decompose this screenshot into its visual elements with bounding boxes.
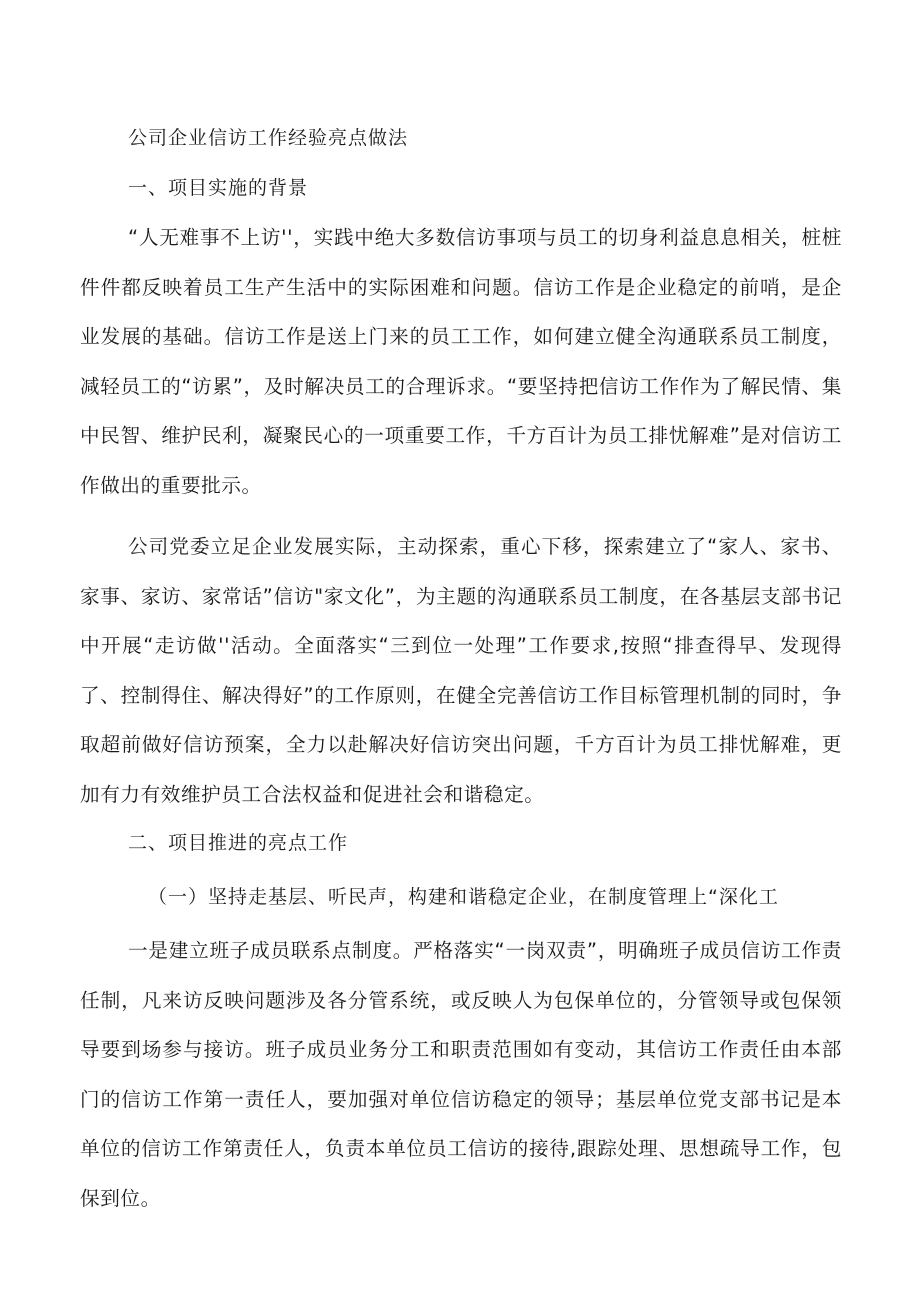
paragraph-highlights-1: 一是建立班子成员联系点制度。严格落实“一岗双责”，明确班子成员信访工作责任制，凡来访反映问题涉及各分管系统，或反映人为包保单位的，分管领导或包保领导要到场参与接访。班子成员业务分工和职责范围如有变动，其信访工作责任由本部门的信访工作第一责任人，要加强对单位信访稳定的领导；基层单位党支部书记是本单位的信访工作第责任人，负责本单位员工信访的接待,跟踪处理、思想疏导工作，包保到位。 bbox=[80, 939, 842, 1210]
paragraph-background-2: 公司党委立足企业发展实际，主动探索，重心下移，探索建立了“家人、家书、家事、家访、家常话”信访"家文化”，为主题的沟通联系员工制度，在各基层支部书记中开展“走访做''活动。全面落实“三到位一处理”工作要求,按照“排查得早、发现得了、控制得住、解决得好”的工作原则，在健全完善信访工作目标管理机制的同时，争取超前做好信访预案，全力以赴解决好信访突出问题，千方百计为员工排忧解难，更加有力有效维护员工合法权益和促进社会和谐稳定。 bbox=[80, 535, 842, 806]
document-title: 公司企业信访工作经验亮点做法 bbox=[128, 127, 409, 149]
subsection-heading-1: （一）坚持走基层、听民声，构建和谐稳定企业，在制度管理上“深化工 bbox=[148, 886, 779, 908]
section-heading-highlights: 二、项目推进的亮点工作 bbox=[128, 832, 349, 854]
paragraph-background-1: “人无难事不上访''，实践中绝大多数信访事项与员工的切身利益息息相关，桩桩件件都反映着员工生产生活中的实际困难和问题。信访工作是企业稳定的前哨，是企业发展的基础。信访工作是送上门来的员工工作，如何建立健全沟通联系员工制度，减轻员工的“访累”，及时解决员工的合理诉求。“要坚持把信访工作作为了解民情、集中民智、维护民利，凝聚民心的一项重要工作，千方百计为员工排忧解难”是对信访工作做出的重要批示。 bbox=[80, 226, 842, 497]
section-heading-background: 一、项目实施的背景 bbox=[128, 177, 309, 199]
